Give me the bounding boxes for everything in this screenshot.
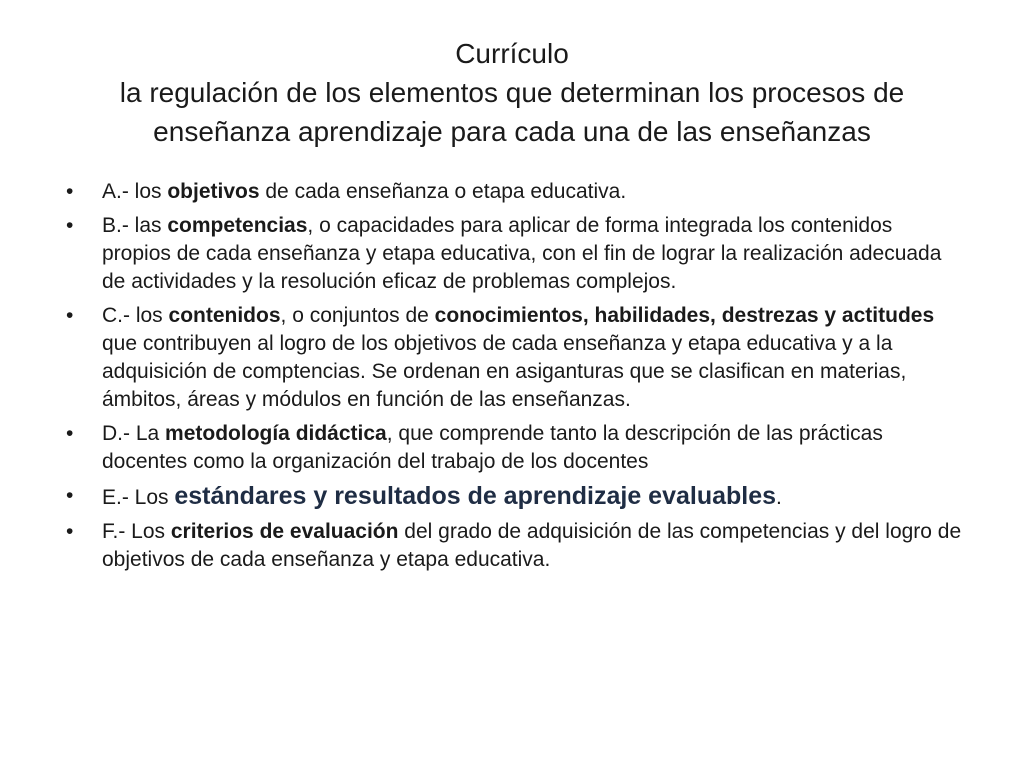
bullet-dot-icon: • [66, 180, 74, 203]
bullet-e-post: . [776, 486, 782, 509]
bullet-item-c [66, 302, 966, 414]
title-line-2: la regulación de los elementos que determinan los procesos de [119, 77, 905, 108]
bullet-b-post: , o capacidades para aplicar de forma integrada los contenidos propios de cada enseñanza y etapa educativa, con el fin de lograr la realización adecuada de actividades y la resolución eficaz de problemas complejos. [102, 214, 942, 293]
bullet-e-pre: E.- Los [102, 486, 175, 509]
bullet-d-bold: metodología didáctica [165, 422, 387, 445]
bullet-dot-icon: • [66, 422, 74, 445]
bullet-dot-icon: • [66, 520, 74, 543]
bullet-f-pre: F.- Los [102, 520, 171, 543]
bullet-c-text [102, 304, 934, 411]
bullet-c-mid: , o conjuntos de [280, 304, 435, 327]
bullet-e-text [102, 482, 782, 510]
slide-title [60, 34, 964, 151]
bullet-dot-icon: • [66, 304, 74, 327]
bullet-f-post: del grado de adquisición de las competencias y del logro de objetivos de cada enseñanza y etapa educativa. [102, 520, 962, 571]
bullet-c-bold-1: contenidos [168, 304, 281, 327]
bullet-c-post: que contribuyen al logro de los objetivos de cada enseñanza y etapa educativa y a la adquisición de comptencias. Se ordenan en asiganturas que se clasifican en materias, ámbitos, áreas y módulos en función de las enseñanzas. [102, 332, 907, 411]
bullet-d-text [102, 422, 883, 473]
bullet-c-bold-2: conocimientos, habilidades, destrezas y actitudes [434, 304, 935, 327]
bullet-dot-icon: • [66, 484, 74, 507]
bullet-f-bold: criterios de evaluación [170, 520, 399, 543]
bullet-d-post: , que comprende tanto la descripción de las prácticas docentes como la organización del trabajo de los docentes [102, 422, 883, 473]
bullet-item-f [66, 518, 966, 574]
bullet-list [66, 178, 966, 580]
bullet-b-pre: B.- las [102, 214, 168, 237]
bullet-a-text [102, 180, 626, 203]
bullet-b-bold: competencias [167, 214, 308, 237]
bullet-c-pre: C.- los [102, 304, 169, 327]
title-line-1: Currículo [455, 38, 569, 69]
bullet-item-a [66, 178, 966, 206]
bullet-b-text [102, 214, 941, 293]
bullet-f-text [102, 520, 961, 571]
bullet-a-post: de cada enseñanza o etapa educativa. [259, 180, 627, 203]
bullet-a-bold: objetivos [167, 180, 260, 203]
bullet-e-highlight: estándares y resultados de aprendizaje evaluables [174, 482, 777, 510]
bullet-item-b [66, 212, 966, 296]
bullet-a-pre: A.- los [102, 180, 168, 203]
bullet-item-e [66, 482, 966, 512]
bullet-dot-icon: • [66, 214, 74, 237]
bullet-item-d [66, 420, 966, 476]
title-line-3: enseñanza aprendizaje para cada una de las enseñanzas [153, 116, 871, 147]
bullet-d-pre: D.- La [102, 422, 166, 445]
